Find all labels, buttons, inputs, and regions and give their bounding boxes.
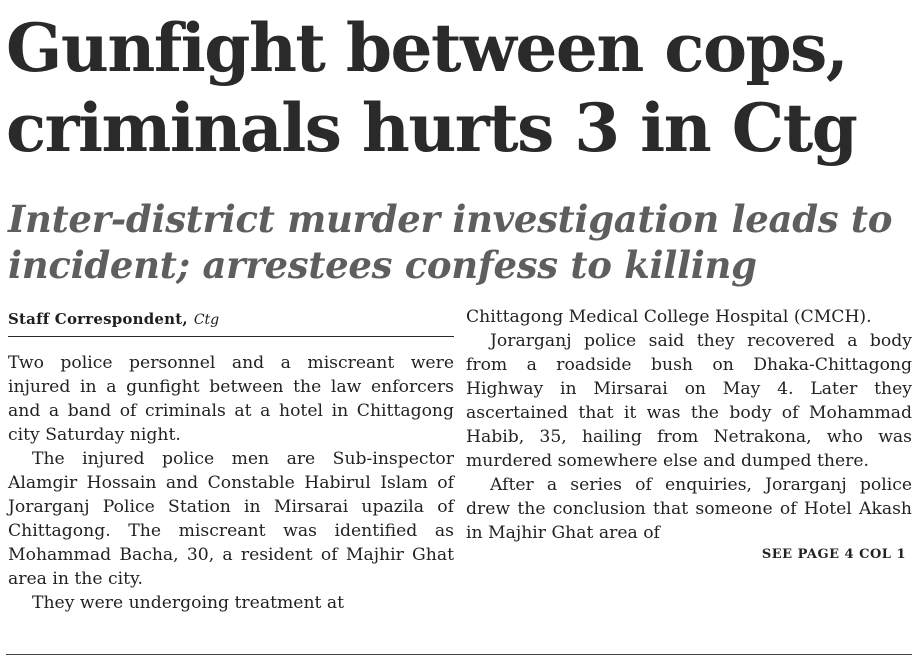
paragraph: Jorarganj police said they recovered a body from a roadside bush on Dhaka-Chittagong Highway in Mirsarai on May 4. Later they ascertained that it was the body of Mohammad Habib, 35, hailing from Netrakona, who was murdered somewhere else and dumped there.	[466, 331, 912, 471]
paragraph-continued: Chittagong Medical College Hospital (CMCH).	[466, 307, 872, 327]
paragraph: After a series of enquiries, Jorarganj police drew the conclusion that someone of Hotel Akash in Majhir Ghat area of	[466, 475, 912, 543]
headline-line-1: Gunfight between cops,	[6, 9, 848, 87]
article-body-left	[8, 351, 454, 615]
article-column-right	[466, 305, 912, 562]
byline	[8, 305, 454, 337]
byline-name: Staff Correspondent,	[8, 310, 188, 328]
paragraph: They were undergoing treatment at	[32, 593, 345, 613]
headline	[6, 8, 910, 168]
subheadline	[8, 196, 908, 288]
article-body-right	[466, 305, 912, 545]
bottom-rule	[6, 654, 912, 655]
paragraph: Two police personnel and a miscreant were injured in a gunfight between the law enforcers and a band of criminals at a hotel in Chittagong city Saturday night.	[8, 353, 454, 445]
byline-location: Ctg	[193, 312, 220, 328]
subheadline-line-2: incident; arrestees confess to killing	[8, 243, 757, 287]
subheadline-line-1: Inter-district murder investigation leads to	[8, 197, 893, 241]
paragraph: The injured police men are Sub-inspector Alamgir Hossain and Constable Habirul Islam of Jorarganj Police Station in Mirsarai upazila of Chittagong. The miscreant was identified as Mohammad Bacha, 30, a resident of Majhir Ghat area in the city.	[8, 449, 454, 589]
article-column-left	[8, 305, 454, 615]
jump-line: SEE PAGE 4 COL 1	[761, 547, 906, 562]
headline-line-2: criminals hurts 3 in Ctg	[6, 89, 857, 167]
